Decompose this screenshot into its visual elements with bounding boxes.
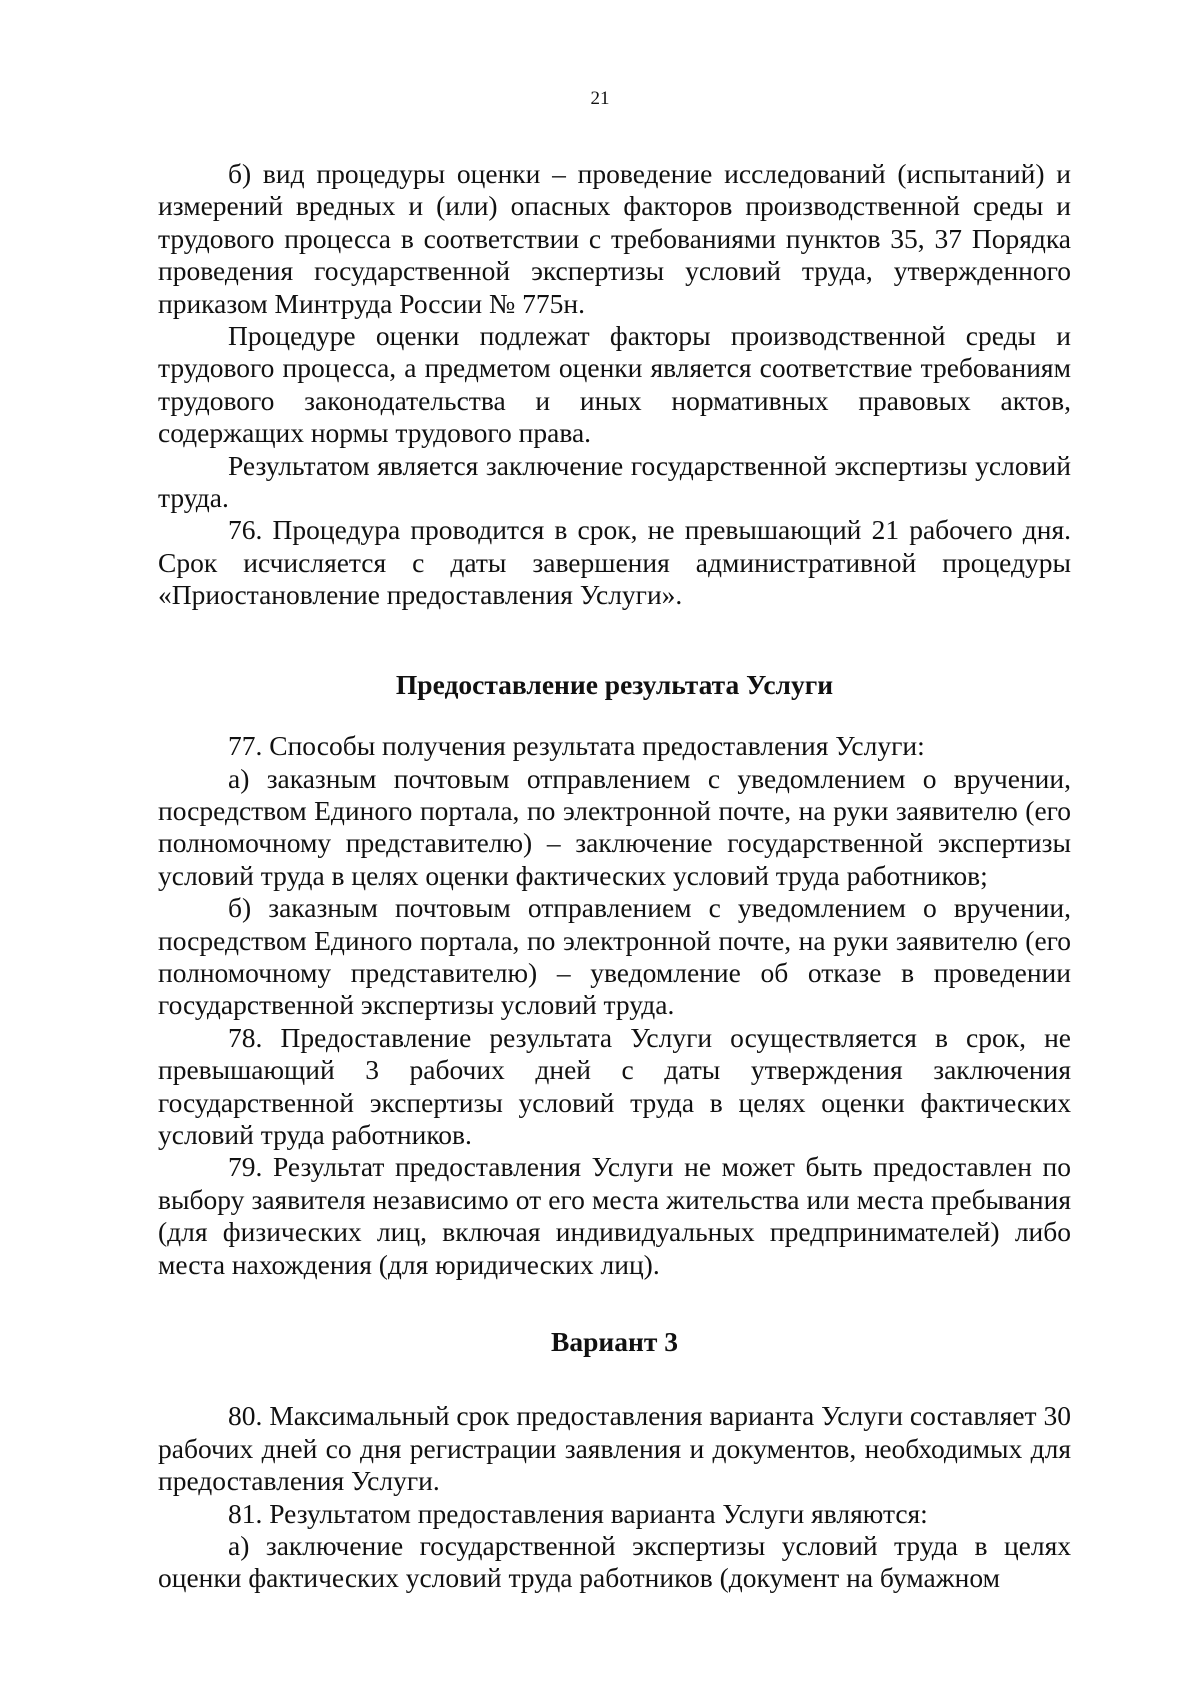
paragraph-77-b: б) заказным почтовым отправлением с уведомлением о вручении, посредством Единого портала, по электронной почте, на руки заявителю (его полномочному представителю) – уведомление об отказе в проведении государственной экспертизы условий труда. (158, 892, 1071, 1021)
paragraph-77: 77. Способы получения результата предоставления Услуги: (228, 730, 925, 762)
paragraph-80: 80. Максимальный срок предоставления варианта Услуги составляет 30 рабочих дней со дня регистрации заявления и документов, необходимых для предоставления Услуги. (158, 1400, 1071, 1497)
section-heading-variant-3: Вариант 3 (551, 1326, 678, 1357)
paragraph-78: 78. Предоставление результата Услуги осуществляется в срок, не превышающий 3 рабочих дней с даты утверждения заключения государственной экспертизы условий труда в целях оценки фактических условий труда работников. (158, 1021, 1071, 1150)
paragraph-81: 81. Результатом предоставления варианта Услуги являются: (228, 1497, 928, 1529)
page-number: 21 (590, 88, 610, 109)
paragraph-procedure-type: б) вид процедуры оценки – проведение исследований (испытаний) и измерений вредных и (или) опасных факторов производственной среды и трудового процесса в соответствии с требованиями пунктов 35, 37 Порядка проведения государственной экспертизы условий труда, утвержденного приказом Минтруда России № 775н. (158, 158, 1071, 319)
paragraph-assessment-result: Результатом является заключение государственной экспертизы условий труда. (158, 449, 1071, 514)
section-heading-result-delivery: Предоставление результата Услуги (395, 668, 834, 700)
document-body (158, 158, 1071, 1595)
paragraph-assessment-subject: Процедуре оценки подлежат факторы производственной среды и трудового процесса, а предметом оценки является соответствие требованиям трудового законодательства и иных нормативных правовых актов, содержащих нормы трудового права. (158, 320, 1071, 449)
paragraph-79: 79. Результат предоставления Услуги не может быть предоставлен по выбору заявителя независимо от его места жительства или места пребывания (для физических лиц, включая индивидуальных предпринимателей) либо места нахождения (для юридических лиц). (158, 1151, 1071, 1280)
paragraph-81-a: а) заключение государственной экспертизы условий труда в целях оценки фактических условий труда работников (документ на бумажном (158, 1530, 1071, 1594)
paragraph-77-a: а) заказным почтовым отправлением с уведомлением о вручении, посредством Единого портала, по электронной почте, на руки заявителю (его полномочному представителю) – заключение государственной экспертизы условий труда в целях оценки фактических условий труда работников; (158, 762, 1071, 891)
paragraph-76: 76. Процедура проводится в срок, не превышающий 21 рабочего дня. Срок исчисляется с даты завершения административной процедуры «Приостановление предоставления Услуги». (158, 514, 1071, 611)
